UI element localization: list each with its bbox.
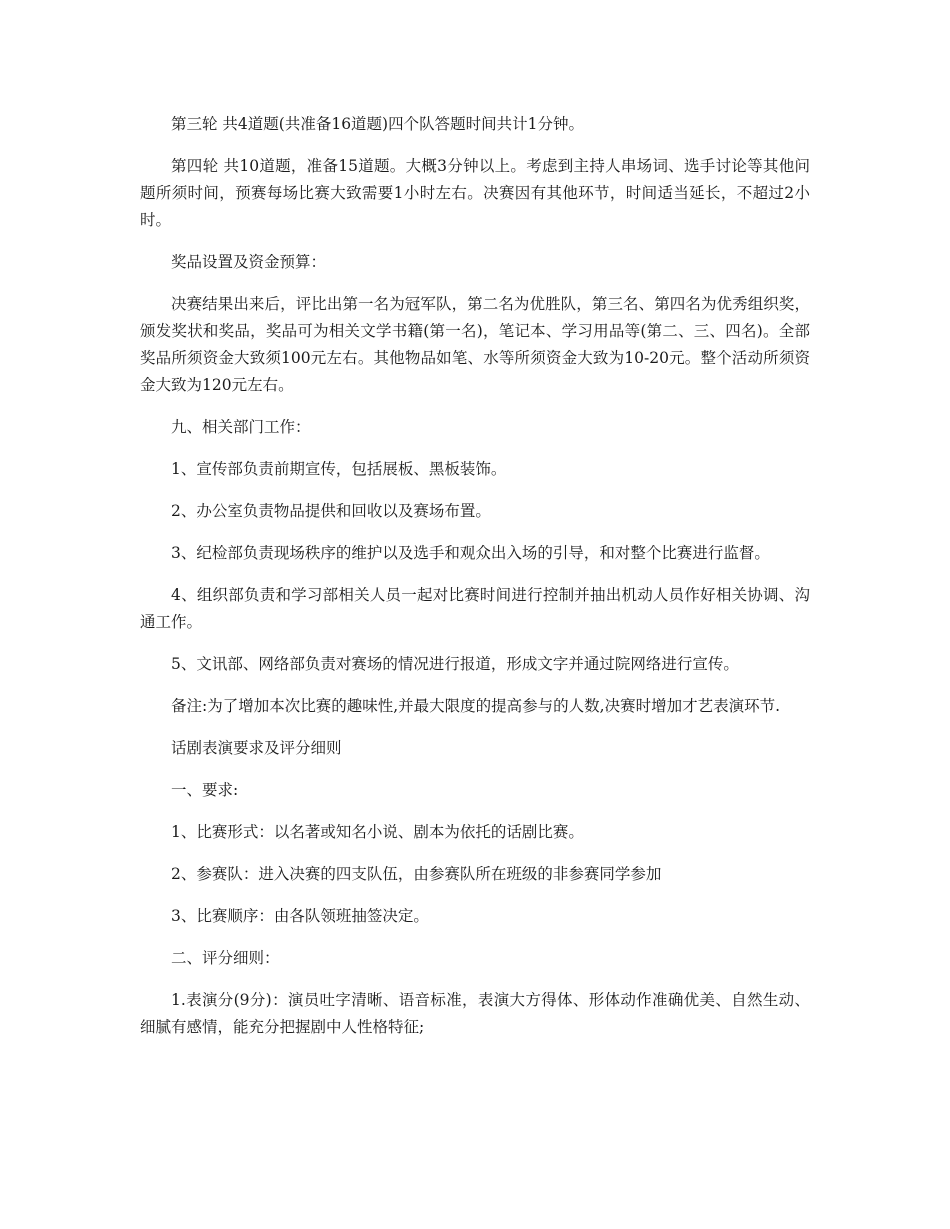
paragraph-remark: 备注:为了增加本次比赛的趣味性,并最大限度的提高参与的人数,决赛时增加才艺表演环节. [171,697,781,715]
document-body [140,111,810,1056]
list-item-office: 2、办公室负责物品提供和回收以及赛场布置。 [171,502,491,520]
list-item-discipline: 3、纪检部负责现场秩序的维护以及选手和观众出入场的引导，和对整个比赛进行监督。 [171,544,770,562]
list-item-teams: 2、参赛队：进入决赛的四支队伍，由参赛队所在班级的非参赛同学参加 [171,865,662,883]
paragraph-round-four: 第四轮 共10道题，准备15道题。大概3分钟以上。考虑到主持人串场词、选手讨论等其他问题所须时间，预赛每场比赛大致需要1小时左右。决赛因有其他环节，时间适当延长，不超过2小时。 [140,157,810,229]
heading-department-work: 九、相关部门工作： [171,418,311,436]
heading-requirements: 一、要求: [171,781,239,799]
list-item-organization: 4、组织部负责和学习部相关人员一起对比赛时间进行控制并抽出机动人员作好相关协调、沟通工作。 [140,586,810,631]
heading-drama-rules: 话剧表演要求及评分细则 [171,739,342,757]
paragraph-round-three: 第三轮 共4道题(共准备16道题)四个队答题时间共计1分钟。 [171,115,584,133]
list-item-news-network: 5、文讯部、网络部负责对赛场的情况进行报道，形成文字并通过院网络进行宣传。 [171,655,739,673]
list-item-order: 3、比赛顺序：由各队领班抽签决定。 [171,907,429,925]
list-item-performance-score: 1.表演分(9分)：演员吐字清晰、语音标准，表演大方得体、形体动作准确优美、自然生动、细腻有感情，能充分把握剧中人性格特征; [140,991,810,1036]
paragraph-prize-details: 决赛结果出来后，评比出第一名为冠军队，第二名为优胜队，第三名、第四名为优秀组织奖，颁发奖状和奖品，奖品可为相关文学书籍(第一名)，笔记本、学习用品等(第二、三、四名)。全部奖品所须资金大致须100元左右。其他物品如笔、水等所须资金大致为10-20元。整个活动所须资金大致为120元左右。 [140,295,810,394]
heading-scoring: 二、评分细则： [171,949,280,967]
heading-prize-budget: 奖品设置及资金预算： [171,253,327,271]
list-item-format: 1、比赛形式：以名著或知名小说、剧本为依托的话剧比赛。 [171,823,584,841]
list-item-publicity: 1、宣传部负责前期宣传，包括展板、黑板装饰。 [171,460,507,478]
